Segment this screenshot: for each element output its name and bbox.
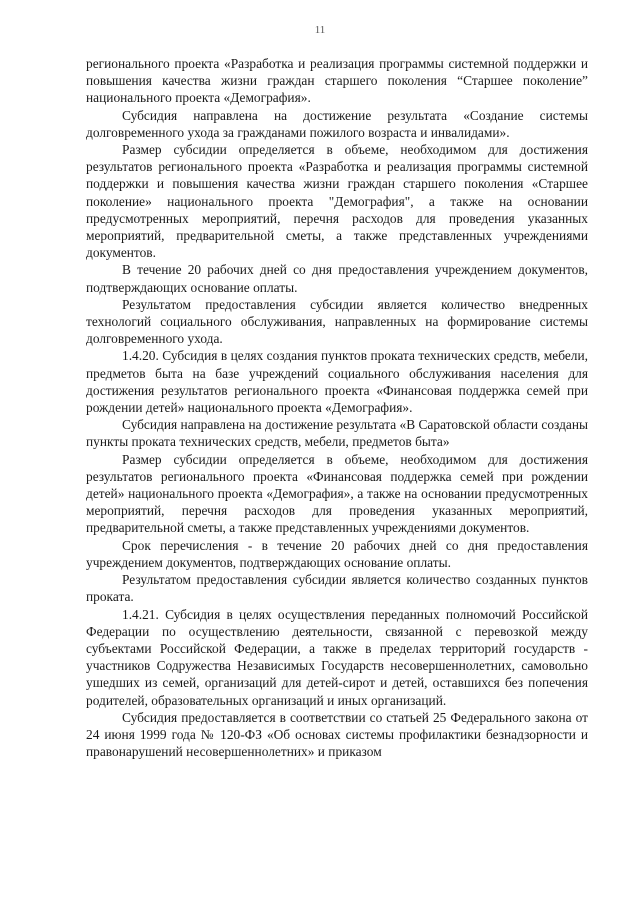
paragraph-legal-basis: Субсидия предоставляется в соответствии со статьей 25 Федерального закона от 24 июня 1999 года № 120-ФЗ «Об основах системы профилактики безнадзорности и правонарушений несовершеннолетних» и приказом xyxy=(86,709,588,760)
paragraph-section-1-4-21: 1.4.21. Субсидия в целях осуществления переданных полномочий Российской Федерации по осуществлению деятельности, связанной с перевозкой между субъектами Российской Федерации, а также в пределах территорий государств - участников Содружества Независимых Государств несовершеннолетних, самовольно ушедших из семей, организаций для детей-сирот и детей, оставшихся без попечения родителей, образовательных организаций и иных организаций. xyxy=(86,606,588,708)
paragraph-continuation: регионального проекта «Разработка и реализация программы системной поддержки и повышения качества жизни граждан старшего поколения “Старшее поколение” национального проекта «Демография». xyxy=(86,56,588,106)
paragraph-subsidy-goal-ltc: Субсидия направлена на достижение результата «Создание системы долговременного ухода за гражданами пожилого возраста и инвалидами». xyxy=(86,107,588,140)
paragraph-result-rental: Результатом предоставления субсидии является количество созданных пунктов проката. xyxy=(86,572,588,605)
paragraph-subsidy-size-rental: Размер субсидии определяется в объеме, необходимом для достижения результатов регионального проекта «Финансовая поддержка семей при рождении детей» национального проекта «Демография», а также на основании предусмотренных мероприятий, перечня расходов для проведения указанных мероприятий, предварительной сметы, а также представленных учреждениями документов. xyxy=(86,451,588,536)
paragraph-subsidy-size-ltc: Размер субсидии определяется в объеме, необходимом для достижения результатов регионального проекта «Разработка и реализация программы системной поддержки и повышения качества жизни граждан старшего поколения «Старшее поколение» национального проекта "Демография", а также на основании предусмотренных мероприятий, перечня расходов для проведения указанных мероприятий, предварительной сметы, а также представленных учреждениями документов. xyxy=(86,142,588,261)
paragraph-section-1-4-20: 1.4.20. Субсидия в целях создания пунктов проката технических средств, мебели, предметов быта на базе учреждений социального обслуживания населения для достижения результатов регионального проекта «Финансовая поддержка семей при рождении детей» национального проекта «Демография». xyxy=(86,348,588,416)
paragraph-payment-term-rental: Срок перечисления - в течение 20 рабочих дней со дня предоставления учреждением документов, подтверждающих основание оплаты. xyxy=(86,537,588,570)
paragraph-payment-term-ltc: В течение 20 рабочих дней со дня предоставления учреждением документов, подтверждающих основание оплаты. xyxy=(86,262,588,295)
paragraph-result-ltc: Результатом предоставления субсидии является количество внедренных технологий социального обслуживания, направленных на формирование системы долговременного ухода. xyxy=(86,296,588,347)
paragraph-subsidy-goal-rental: Субсидия направлена на достижение результата «В Саратовской области созданы пункты проката технических средств, мебели, предметов быта» xyxy=(86,417,588,450)
document-body xyxy=(86,55,588,760)
page-number: 11 xyxy=(314,24,326,36)
